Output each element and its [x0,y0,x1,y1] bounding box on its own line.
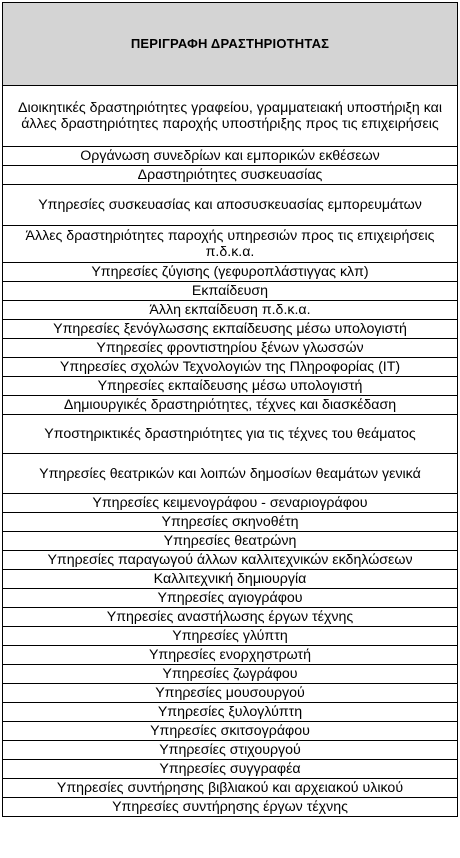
table-row [3,551,458,570]
table-cell: Υπηρεσίες ξενόγλωσσης εκπαίδευσης μέσω υπολογιστή [3,320,458,339]
table-cell: Υπηρεσίες φροντιστηρίου ξένων γλωσσών [3,339,458,358]
table-row [3,454,458,494]
table-cell: Υποστηρικτικές δραστηριότητες για τις τέχνες του θεάματος [3,415,458,454]
table-cell: Υπηρεσίες ζωγράφου [3,665,458,684]
table-row [3,263,458,282]
table-row [3,415,458,454]
table-row [3,646,458,665]
table-row [3,358,458,377]
table-cell: Δημιουργικές δραστηριότητες, τέχνες και διασκέδαση [3,396,458,415]
table-cell: Άλλη εκπαίδευση π.δ.κ.α. [3,301,458,320]
table-cell: Υπηρεσίες αγιογράφου [3,589,458,608]
table-row [3,513,458,532]
table-row [3,703,458,722]
table-cell: Υπηρεσίες θεατρικών και λοιπών δημοσίων θεαμάτων γενικά [3,454,458,494]
table-cell: Οργάνωση συνεδρίων και εμπορικών εκθέσεων [3,147,458,166]
table-cell: Υπηρεσίες σκιτσογράφου [3,722,458,741]
table-row [3,722,458,741]
table-row [3,494,458,513]
column-header: ΠΕΡΙΓΡΑΦΗ ΔΡΑΣΤΗΡΙΟΤΗΤΑΣ [3,3,458,86]
table-row [3,147,458,166]
table-row [3,684,458,703]
table-cell: Υπηρεσίες συγγραφέα [3,760,458,779]
table-cell: Δραστηριότητες συσκευασίας [3,166,458,185]
table-cell: Διοικητικές δραστηριότητες γραφείου, γραμματειακή υποστήριξη και άλλες δραστηριότητες παροχής υποστήριξης προς τις επιχειρήσεις [3,86,458,147]
table-cell: Υπηρεσίες παραγωγού άλλων καλλιτεχνικών εκδηλώσεων [3,551,458,570]
table-row [3,185,458,226]
header-row [3,3,458,86]
table-row [3,589,458,608]
table-row [3,741,458,760]
table-cell: Υπηρεσίες συσκευασίας και αποσυσκευασίας εμπορευμάτων [3,185,458,226]
table-row [3,608,458,627]
table-cell: Υπηρεσίες ξυλογλύπτη [3,703,458,722]
table-row [3,779,458,798]
table-cell: Υπηρεσίες ενορχηστρωτή [3,646,458,665]
table-cell: Υπηρεσίες εκπαίδευσης μέσω υπολογιστή [3,377,458,396]
table-cell: Υπηρεσίες γλύπτη [3,627,458,646]
table-row [3,339,458,358]
table-cell: Υπηρεσίες μουσουργού [3,684,458,703]
table-cell: Υπηρεσίες σκηνοθέτη [3,513,458,532]
table-row [3,377,458,396]
table-row [3,532,458,551]
table-cell: Υπηρεσίες στιχουργού [3,741,458,760]
table-row [3,396,458,415]
table-cell: Υπηρεσίες κειμενογράφου - σεναριογράφου [3,494,458,513]
table-row [3,86,458,147]
table-row [3,798,458,817]
table-cell: Υπηρεσίες σχολών Τεχνολογιών της Πληροφορίας (IT) [3,358,458,377]
table-cell: Εκπαίδευση [3,282,458,301]
table-cell: Υπηρεσίες συντήρησης βιβλιακού και αρχειακού υλικού [3,779,458,798]
table-row [3,665,458,684]
table-cell: Υπηρεσίες ζύγισης (γεφυροπλάστιγγας κλπ) [3,263,458,282]
table-row [3,166,458,185]
table-cell: Άλλες δραστηριότητες παροχής υπηρεσιών προς τις επιχειρήσεις π.δ.κ.α. [3,226,458,263]
table-row [3,282,458,301]
table-cell: Υπηρεσίες θεατρώνη [3,532,458,551]
table-row [3,570,458,589]
table-cell: Υπηρεσίες συντήρησης έργων τέχνης [3,798,458,817]
table-row [3,320,458,339]
table-row [3,226,458,263]
table-cell: Καλλιτεχνική δημιουργία [3,570,458,589]
table-row [3,301,458,320]
table-row [3,760,458,779]
table-row [3,627,458,646]
activity-description-table [2,2,458,817]
table-cell: Υπηρεσίες αναστήλωσης έργων τέχνης [3,608,458,627]
